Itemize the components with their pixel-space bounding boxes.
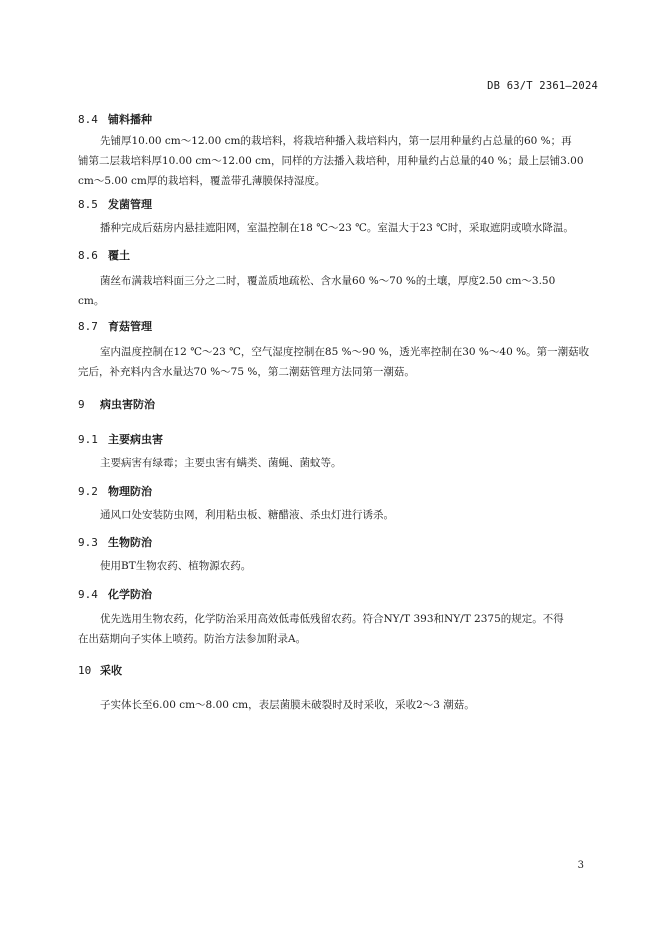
text-line: cm～5.00 cm厚的栽培料，覆盖带孔薄膜保持湿度。 (78, 175, 326, 187)
text-line: 铺第二层栽培料厚10.00 cm～12.00 cm，同样的方法播入栽培种，用种量约占总量的40 %；最上层铺3.00 (78, 155, 584, 167)
text-line: 在出菇期向子实体上喷药。防治方法参加附录A。 (78, 633, 307, 645)
section-body-8-6 (78, 271, 600, 311)
section-title: 发菌管理 (108, 198, 152, 211)
section-heading-9-4 (78, 586, 152, 602)
section-body-9-1 (78, 453, 600, 473)
section-body-8-4 (78, 131, 600, 191)
text-line: 室内温度控制在12 ℃～23 ℃，空气湿度控制在85 %～90 %，透光率控制在30 %～40 %。第一潮菇收 (100, 346, 590, 358)
section-body-9-3 (78, 556, 600, 576)
section-body-8-7 (78, 342, 600, 382)
section-title: 育菇管理 (108, 320, 152, 333)
section-heading-10 (78, 662, 122, 678)
section-number: 8.7 (78, 320, 98, 333)
text-line: 播种完成后菇房内悬挂遮阳网，室温控制在18 ℃～23 ℃。室温大于23 ℃时，采取遮阴或喷水降温。 (100, 222, 574, 234)
page-number: 3 (577, 860, 584, 871)
section-title: 覆土 (108, 249, 130, 262)
section-number: 9 (78, 398, 85, 411)
section-heading-8-4 (78, 111, 152, 127)
text-line: 通风口处安装防虫网，利用粘虫板、糖醋液、杀虫灯进行诱杀。 (100, 509, 394, 521)
section-number: 8.5 (78, 198, 98, 211)
section-title: 生物防治 (108, 536, 152, 549)
standard-code: DB 63/T 2361—2024 (487, 80, 598, 92)
section-number: 9.1 (78, 433, 98, 446)
section-title: 采收 (100, 664, 122, 677)
section-heading-9-2 (78, 483, 152, 499)
section-heading-9 (78, 396, 155, 412)
section-heading-8-5 (78, 196, 152, 212)
section-title: 物理防治 (108, 485, 152, 498)
section-number: 8.6 (78, 249, 98, 262)
section-number: 9.4 (78, 588, 98, 601)
section-title: 病虫害防治 (100, 398, 155, 411)
section-number: 10 (78, 664, 92, 677)
section-heading-8-6 (78, 247, 130, 263)
section-number: 9.3 (78, 536, 98, 549)
section-title: 化学防治 (108, 588, 152, 601)
section-heading-8-7 (78, 318, 152, 334)
section-body-9-2 (78, 505, 600, 525)
section-number: 9.2 (78, 485, 98, 498)
section-body-9-4 (78, 609, 600, 649)
section-body-10 (78, 695, 600, 715)
section-number: 8.4 (78, 113, 98, 126)
section-heading-9-1 (78, 431, 163, 447)
text-line: 先铺厚10.00 cm～12.00 cm的栽培料，将栽培种播入栽培料内，第一层用种量约占总量的60 %；再 (100, 135, 572, 147)
section-title: 铺料播种 (108, 113, 152, 126)
text-line: 子实体长至6.00 cm～8.00 cm，表层菌膜未破裂时及时采收，采收2～3 潮菇。 (100, 699, 475, 711)
text-line: 主要病害有绿霉；主要虫害有螨类、菌蝇、菌蚊等。 (100, 457, 342, 469)
text-line: 优先选用生物农药，化学防治采用高效低毒低残留农药。符合NY/T 393和NY/T 2375的规定。不得 (100, 613, 564, 625)
section-body-8-5 (78, 218, 600, 238)
text-line: cm。 (78, 295, 105, 307)
text-line: 完后，补充料内含水量达70 %～75 %，第二潮菇管理方法同第一潮菇。 (78, 366, 415, 378)
text-line: 使用BT生物农药、植物源农药。 (100, 560, 252, 572)
section-heading-9-3 (78, 534, 152, 550)
section-title: 主要病虫害 (108, 433, 163, 446)
text-line: 菌丝布满栽培料面三分之二时，覆盖质地疏松、含水量60 %～70 %的土壤，厚度2.50 cm～3.50 (100, 275, 556, 287)
